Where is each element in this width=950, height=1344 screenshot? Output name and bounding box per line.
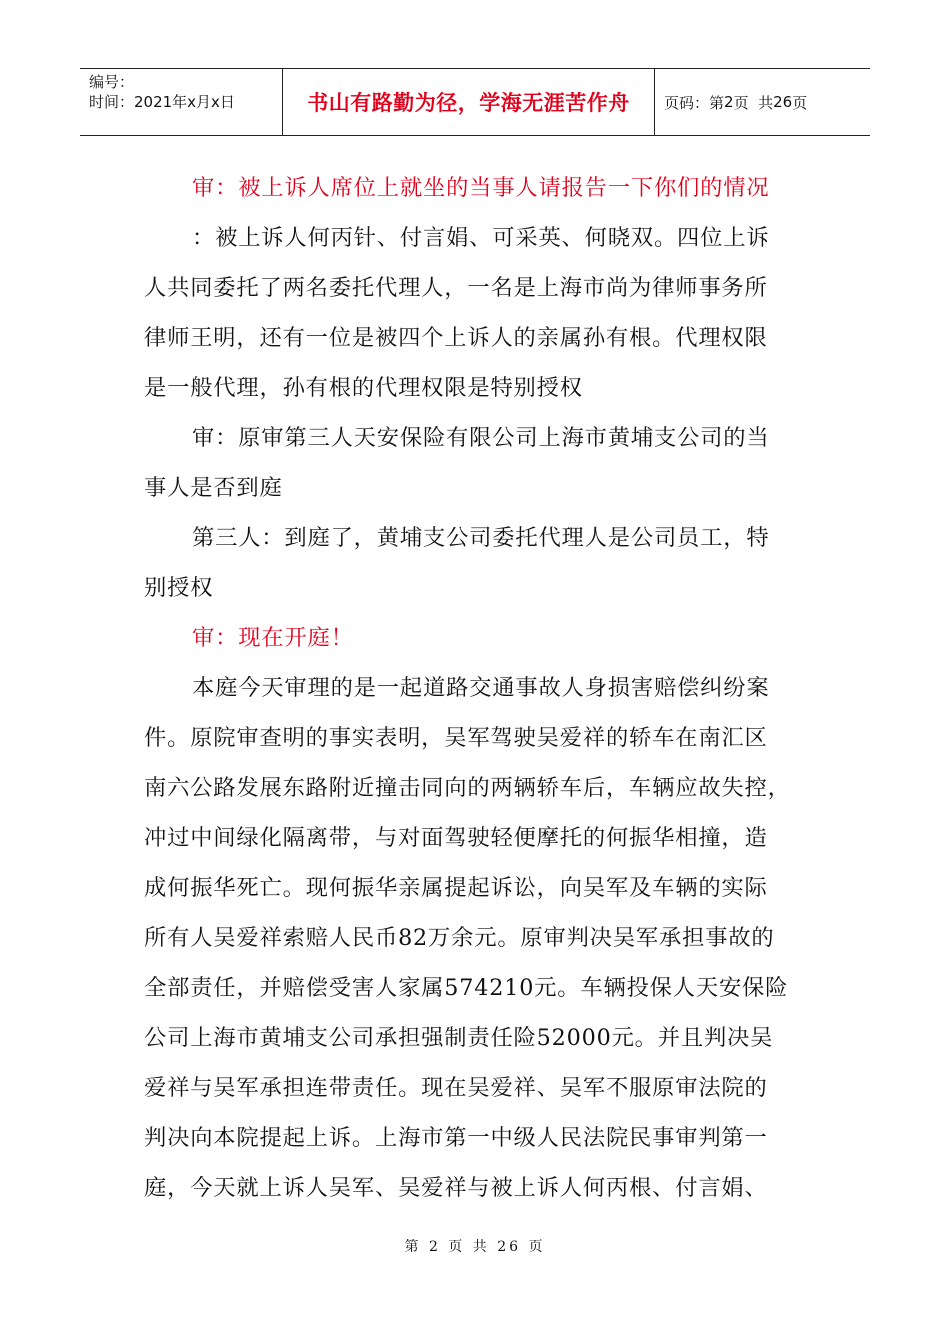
body-line: 本庭今天审理的是一起道路交通事故人身损害赔偿纠纷案	[192, 675, 770, 701]
body-line: 南六公路发展东路附近撞击同向的两辆轿车后，车辆应故失控，	[144, 775, 791, 801]
body-line: 第三人：到庭了，黄埔支公司委托代理人是公司员工，特	[192, 525, 770, 551]
page-mid: 页 共	[733, 93, 774, 112]
header-page-number	[655, 69, 870, 135]
body-line: 冲过中间绿化隔离带，与对面驾驶轻便摩托的何振华相撞，造	[144, 825, 768, 851]
body-line: 事人是否到庭	[144, 475, 283, 501]
body-line: 审：现在开庭！	[192, 625, 354, 651]
body-line: 公司上海市黄埔支公司承担强制责任险52000元。并且判决吴	[144, 1025, 774, 1051]
page-header	[80, 68, 870, 136]
body-line: 全部责任，并赔偿受害人家属574210元。车辆投保人天安保险	[144, 975, 789, 1001]
page-total: 26	[773, 93, 793, 111]
body-line: 所有人吴爱祥索赔人民币82万余元。原审判决吴军承担事故的	[144, 925, 775, 951]
body-line: 审：被上诉人席位上就坐的当事人请报告一下你们的情况	[192, 175, 770, 201]
document-time-label: 时间：2021年x月x日	[89, 93, 235, 111]
body-line: 判决向本院提起上诉。上海市第一中级人民法院民事审判第一	[144, 1125, 768, 1151]
header-motto: 书山有路勤为径，学海无涯苦作舟	[283, 69, 655, 135]
body-line: 成何振华死亡。现何振华亲属提起诉讼，向吴军及车辆的实际	[144, 875, 768, 901]
body-line: ：被上诉人何丙针、付言娟、可采英、何晓双。四位上诉	[192, 225, 770, 251]
document-number-label: 编号：	[89, 73, 135, 91]
page-prefix: 页码：第	[664, 93, 725, 112]
header-meta	[80, 69, 283, 135]
body-line: 件。原院审查明的事实表明，吴军驾驶吴爱祥的轿车在南汇区	[144, 725, 768, 751]
body-line: 审：原审第三人天安保险有限公司上海市黄埔支公司的当	[192, 425, 770, 451]
page-current: 2	[724, 93, 734, 111]
document-body	[144, 163, 804, 1213]
body-line: 律师王明，还有一位是被四个上诉人的亲属孙有根。代理权限	[144, 325, 768, 351]
body-line: 人共同委托了两名委托代理人，一名是上海市尚为律师事务所	[144, 275, 768, 301]
body-line: 爱祥与吴军承担连带责任。现在吴爱祥、吴军不服原审法院的	[144, 1075, 768, 1101]
body-line: 是一般代理，孙有根的代理权限是特别授权	[144, 375, 583, 401]
page-footer: 第 2 页 共 26 页	[404, 1239, 546, 1255]
body-line: 别授权	[144, 575, 214, 601]
page-suffix: 页	[792, 93, 808, 112]
body-line: 庭，今天就上诉人吴军、吴爱祥与被上诉人何丙根、付言娟、	[144, 1175, 768, 1201]
